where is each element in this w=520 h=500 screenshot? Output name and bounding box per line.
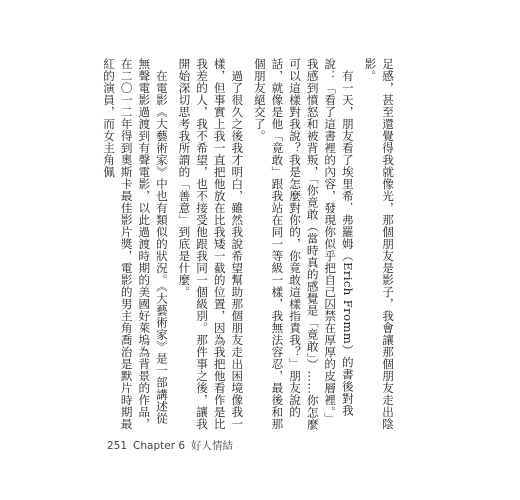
chapter-title: 好人情結	[191, 440, 234, 452]
chapter-label: Chapter 6	[133, 440, 186, 452]
paragraph-4: 在電影《大藝術家》中也有類似的狀況。《大藝術家》是一部講述從無聲電影過渡到有聲電影，以此過渡時期的美國好萊塢為背景的作品，在二〇一二年得到奧斯卡最佳影片獎，電影的男主角喬治是默片時期最紅的演員，而女主角佩	[102, 58, 169, 430]
page-number: 251	[107, 440, 128, 452]
paragraph-gap	[356, 58, 361, 434]
paragraph-2: 有一天，朋友看了埃里希．弗羅姆（Erich Fromm）的書後對我說：「看了這書裡的內容，發現你似乎把自己囚禁在厚厚的皮層裡。」我感到憤怒和被背叛，「你竟敢（當時真的感覺是「竟敢」）……你怎麼可以這樣對我說？我是怎麼對你的，你竟敢這樣指責我？」朋友說的話，就像是他「竟敢」跟我站在同一等級一樣，我無法容忍，最後和那個朋友絕交了。	[252, 58, 355, 431]
page-footer	[107, 438, 233, 453]
paragraph-1: 足感，甚至還覺得我就像光，那個朋友是影子，我會讓那個朋友走出陰影。	[363, 58, 395, 430]
paragraph-3: 過了很久之後我才明白，雖然我說希望幫助那個朋友走出困境像我一樣，但事實上我一直把他放在比我矮一截的位置，因為我把他看作是比我差的人，我不希望，也不接受他跟我同一個級別。那件事之後，讓我開始深切思考我所謂的「善意」到底是什麼。	[177, 58, 245, 430]
vertical-text-body	[102, 58, 396, 434]
